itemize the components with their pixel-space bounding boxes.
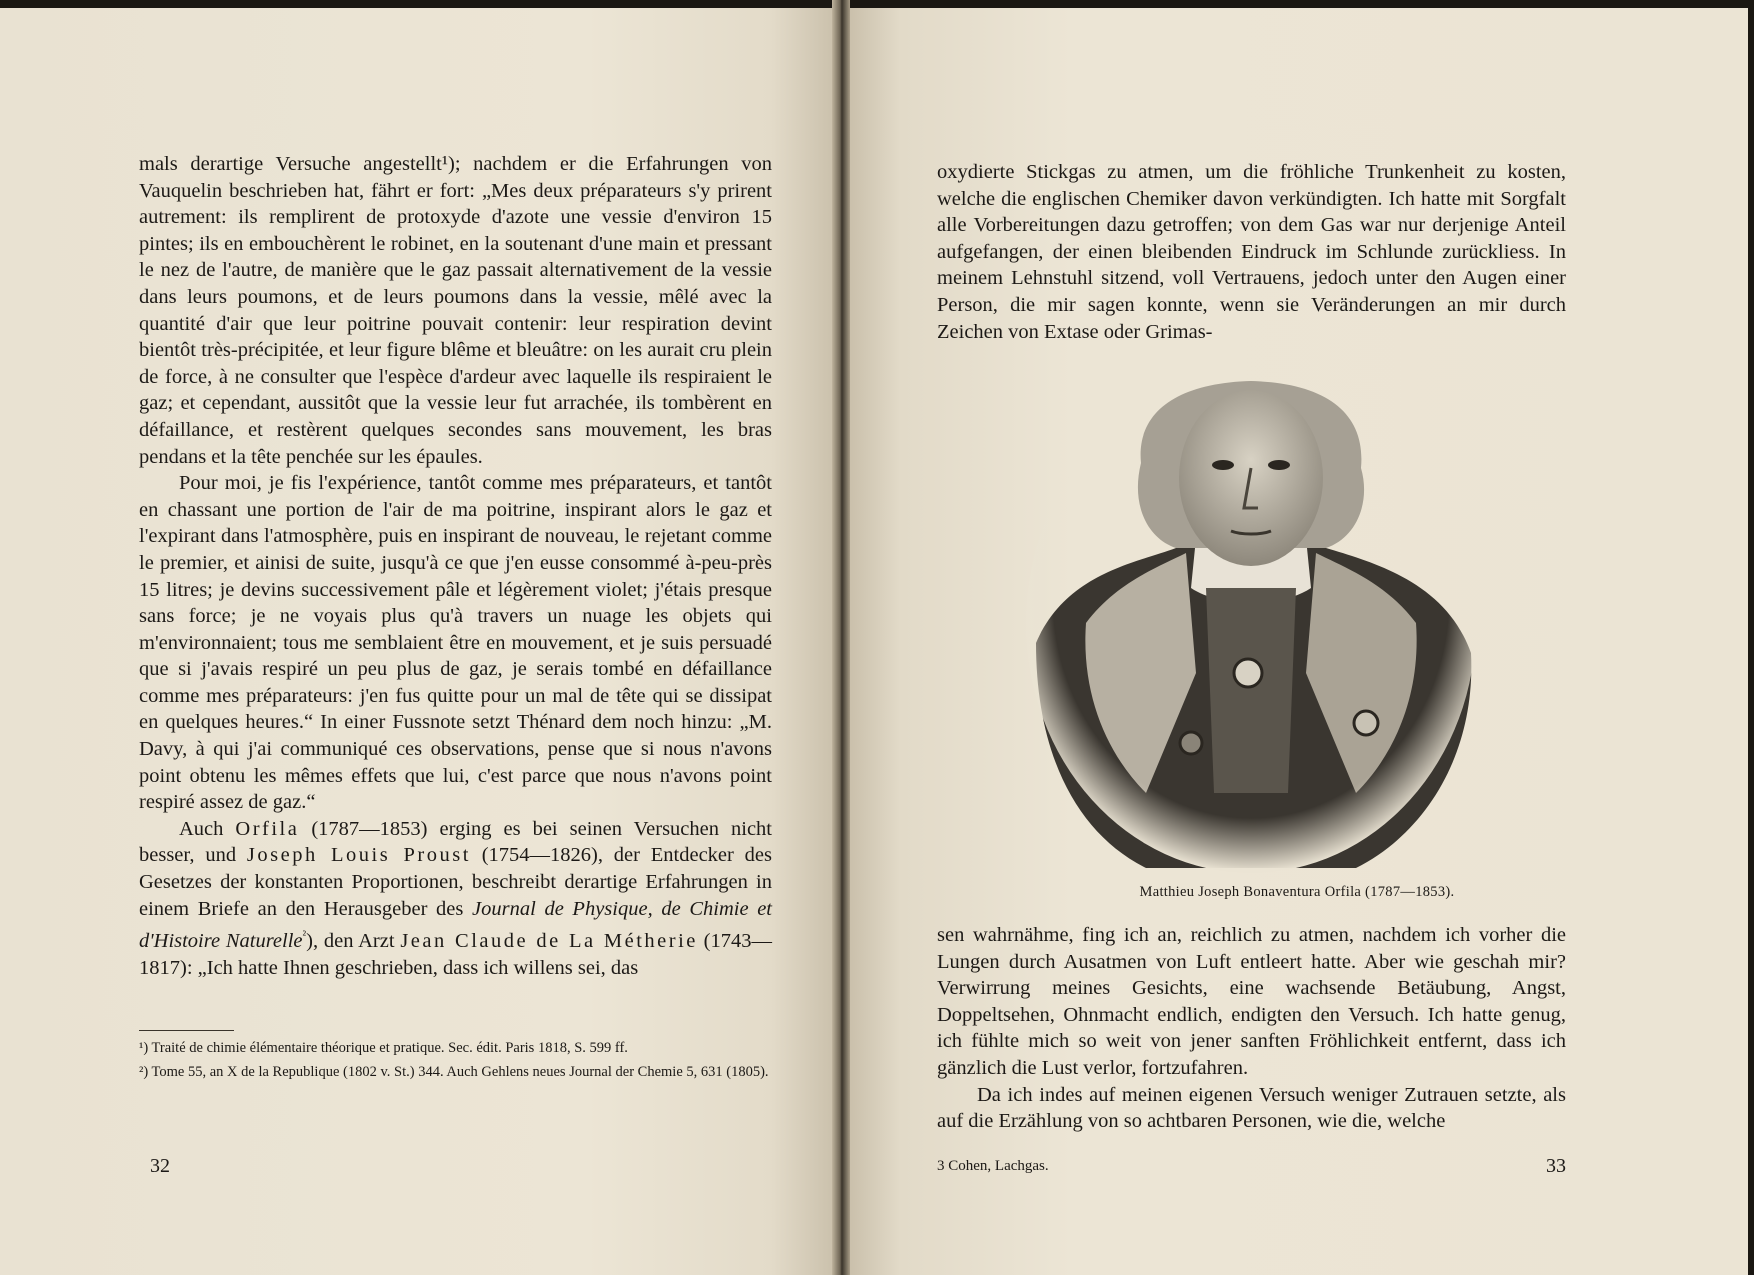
- p3-text-d: ), den Arzt: [306, 930, 401, 953]
- p3-text-e: (1743—1817): „Ich hatte Ihnen geschrieben, dass ich willens sei, das: [139, 930, 772, 979]
- p3-text-a: Auch: [179, 817, 236, 840]
- footnote-2: ²) Tome 55, an X de la Republique (1802 v. St.) 344. Auch Gehlens neues Journal der Chemie 5, 631 (1805).: [139, 1064, 769, 1080]
- name-orfila: Orfila: [235, 817, 300, 840]
- book-gutter: [832, 0, 850, 1275]
- right-page-bottom-text: [937, 922, 1566, 1135]
- page-number-left: 32: [150, 1155, 170, 1177]
- name-proust: Joseph Louis Proust: [246, 844, 471, 867]
- portrait-caption: Matthieu Joseph Bonaventura Orfila (1787—1853).: [1139, 884, 1455, 900]
- footnote-divider: [139, 1030, 234, 1031]
- footnotes: [139, 1038, 772, 1086]
- right-page: [846, 8, 1748, 1275]
- left-page: [0, 8, 838, 1275]
- signature-mark: 3 Cohen, Lachgas.: [937, 1158, 1049, 1174]
- page-number-right: 33: [1546, 1155, 1566, 1177]
- right-paragraph-1: sen wahrnähme, fing ich an, reichlich zu atmen, nachdem ich vorher die Lungen durch Ausatmen von Luft entleert hatte. Aber wie geschah mir? Verwirrung meines Gesichts, eine wachsende Betäubung, Angst, Doppeltsehen, Ohnmacht endlich, endigten den Versuch. Ich hatte genug, ich fühlte mich so weit von jener sanften Fröhlichkeit entfernt, dass ich gänzlich die Lust verlor, fortzufahren.: [937, 924, 1566, 1079]
- left-paragraph-3: [139, 816, 772, 981]
- journal-title: Journal de Physique, de Chimie et d'Histoire Naturelle: [139, 897, 772, 953]
- right-paragraph-2: Da ich indes auf meinen eigenen Versuch weniger Zutrauen setzte, als auf die Erzählung von so achtbaren Personen, wie die, welche: [937, 1083, 1566, 1133]
- right-paragraph-top: oxydierte Stickgas zu atmen, um die fröhliche Trunkenheit zu kosten, welche die englischen Chemiker davon verkündigten. Ich hatte mit Sorgfalt alle Vorbereitungen dazu getroffen; von dem Gas war nur derjenige Anteil aufgefangen, der einen bleibenden Eindruck im Schlunde zurückliess. In meinem Lehnstuhl sitzend, voll Vertrauens, jedoch unter den Augen einer Person, die mir sagen konnte, wenn sie Veränderungen an mir durch Zeichen von Extase oder Grimas-: [937, 161, 1566, 343]
- footnote-marker-2: ²: [302, 928, 307, 943]
- orfila-portrait-image: [1026, 373, 1476, 873]
- p3-text-c: (1754—1826), der Entdecker des Gesetzes der konstanten Proportionen, beschreibt derartige Erfahrungen in einem Briefe an den Herausgeber des: [139, 844, 772, 920]
- name-la-metherie: Jean Claude de La Métherie: [400, 930, 698, 953]
- left-paragraph-1: mals derartige Versuche angestellt¹); nachdem er die Erfahrungen von Vauquelin beschrieben hat, fährt er fort: „Mes deux préparateurs s'y prirent autrement: ils remplirent de protoxyde d'azote une vessie d'environ 15 pintes; ils en embouchèrent le robinet, en la soutenant d'une main et pressant le nez de l'autre, de manière que le gaz passait alternativement de la vessie dans leurs poumons, et de leurs poumons dans la vessie, mêlé avec la quantité d'air que leur poitrine pouvait contenir: leur respiration devint bientôt très-précipitée, et leur figure blême et bleuâtre: on les aurait cru plein de force, à ne consulter que l'espèce d'ardeur avec laquelle ils respiraient le gaz; et cependant, aussitôt que la vessie leur fut arrachée, ils tombèrent en défaillance, et restèrent quelques secondes sans mouvement, les bras pendans et la tête penchée sur les épaules.: [139, 153, 772, 468]
- p3-text-b: (1787—1853) erging es bei seinen Versuchen nicht besser, und: [139, 817, 772, 867]
- footnote-1: ¹) Traité de chimie élémentaire théorique et pratique. Sec. édit. Paris 1818, S. 599 ff.: [139, 1040, 628, 1056]
- left-paragraph-2: Pour moi, je fis l'expérience, tantôt comme mes préparateurs, et tantôt en chassant une portion de l'air de ma poitrine, inspirant alors le gaz et l'expirant dans l'atmosphère, puis en inspirant de nouveau, le rejetant comme le premier, et ainisi de suite, jusqu'à ce que j'en eusse consommé à-peu-près 15 litres; je devins successivement pâle et légèrement violet; j'étais presque sans force; je ne voyais plus qu'à travers un nuage les objets qui m'environnaient; tous me semblaient être en mouvement, et je suis persuadé que si j'avais respiré un peu plus de gaz, je serais tombé en défaillance comme mes préparateurs: j'en fus quitte pour un mal de tête qui se dissipat en quelques heures.“ In einer Fussnote setzt Thénard dem noch hinzu: „M. Davy, à qui j'ai communiqué ces observations, pense que si nous n'avons point obtenu les mêmes effets que lui, c'est parce que nous n'avons point respiré assez de gaz.“: [139, 472, 772, 814]
- left-page-body: [139, 151, 772, 981]
- right-page-top-text: [937, 159, 1566, 345]
